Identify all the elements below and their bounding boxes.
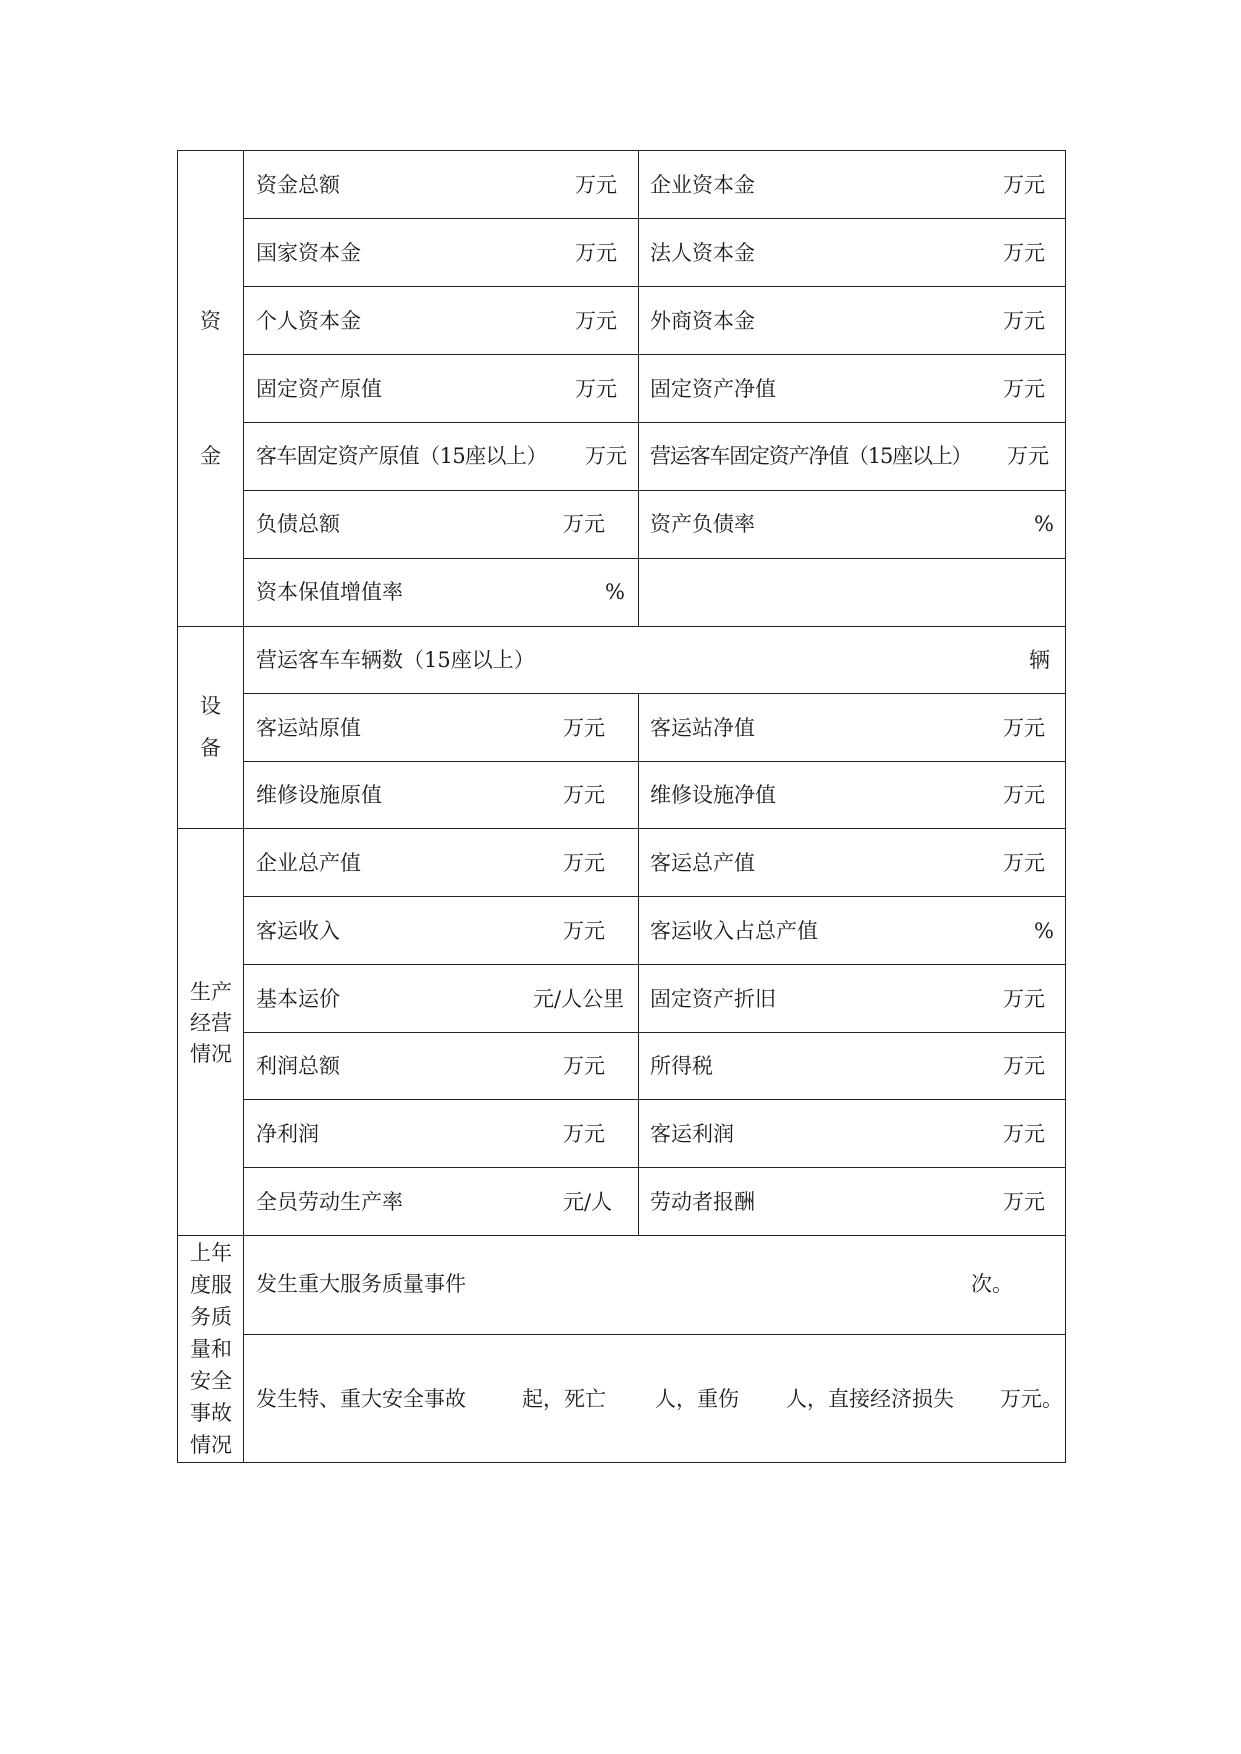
section-column-divider [243, 151, 244, 1462]
field-label: 资产负债率 [650, 512, 755, 536]
field-unit: 万元 [1003, 173, 1045, 197]
field-label: 客运收入 [256, 919, 340, 943]
field-unit: 万元 [1003, 783, 1045, 807]
field-unit: 万元 [1003, 241, 1045, 265]
row-divider [243, 218, 1065, 219]
field-label: 客运站净值 [650, 716, 755, 740]
field-label: 发生重大服务质量事件 [256, 1272, 466, 1296]
field-label: 维修设施原值 [256, 783, 382, 807]
field-unit: 万元 [1003, 309, 1045, 333]
section-label-line: 安全 [190, 1369, 232, 1393]
section-label-line: 情况 [190, 1433, 232, 1457]
field-unit: 万元 [563, 851, 605, 875]
field-unit: 万元 [585, 444, 627, 468]
row-divider [243, 1167, 1065, 1168]
field-label: 客车固定资产原值（15座以上） [256, 444, 547, 468]
row-divider [243, 693, 1065, 694]
field-label: 利润总额 [256, 1054, 340, 1078]
row-divider [243, 422, 1065, 423]
field-label: 发生特、重大安全事故 [256, 1387, 466, 1411]
row-divider [243, 1099, 1065, 1100]
field-unit: 万元 [1003, 987, 1045, 1011]
section-label-char: 资 [200, 309, 221, 333]
section-label-char: 设 [200, 694, 221, 718]
field-label: 客运收入占总产值 [650, 919, 818, 943]
section-label-line: 经营 [190, 1011, 232, 1035]
field-unit: 万元 [563, 1054, 605, 1078]
field-unit: 万元 [575, 309, 617, 333]
section-label-line: 情况 [190, 1042, 232, 1066]
field-unit: 辆 [1029, 648, 1050, 672]
section-label-line: 务质 [190, 1305, 232, 1329]
field-label: 法人资本金 [650, 241, 755, 265]
field-label: 固定资产原值 [256, 377, 382, 401]
section-label-line: 生产 [190, 980, 232, 1004]
field-unit: 万元 [575, 377, 617, 401]
field-unit: 次。 [971, 1272, 1013, 1296]
field-label: 维修设施净值 [650, 783, 776, 807]
field-unit: 万元 [1003, 716, 1045, 740]
field-unit: 人，直接经济损失 [786, 1387, 954, 1411]
row-divider [243, 354, 1065, 355]
field-unit: 万元 [575, 173, 617, 197]
section-divider [178, 626, 1065, 627]
section-label-line: 量和 [190, 1337, 232, 1361]
field-unit: 元/人 [563, 1190, 613, 1214]
field-unit: 万元 [1003, 1190, 1045, 1214]
field-unit: 万元 [1003, 1122, 1045, 1146]
field-label: 全员劳动生产率 [256, 1190, 403, 1214]
section-label-char: 金 [200, 444, 221, 468]
field-label: 基本运价 [256, 987, 340, 1011]
field-label: 资本保值增值率 [256, 580, 403, 604]
field-unit: 万元 [1003, 377, 1045, 401]
row-divider [243, 761, 1065, 762]
row-divider [243, 558, 1065, 559]
row-divider [243, 1334, 1065, 1335]
field-unit: 万元 [1003, 851, 1045, 875]
field-label: 客运利润 [650, 1122, 734, 1146]
row-divider [243, 896, 1065, 897]
field-unit: 万元 [563, 919, 605, 943]
field-unit: 元/人公里 [533, 987, 625, 1011]
row-divider [243, 286, 1065, 287]
field-label: 所得税 [650, 1054, 713, 1078]
field-unit: 万元 [1003, 1054, 1045, 1078]
field-label: 净利润 [256, 1122, 319, 1146]
field-unit: 万元 [563, 716, 605, 740]
field-unit: 人，重伤 [655, 1387, 739, 1411]
field-label: 资金总额 [256, 173, 340, 197]
field-unit: 万元 [563, 1122, 605, 1146]
section-label-capital [178, 151, 243, 626]
section-label-safety [178, 1235, 243, 1462]
section-divider [178, 1235, 1065, 1236]
section-divider [178, 828, 1065, 829]
field-label: 固定资产折旧 [650, 987, 776, 1011]
field-unit: % [1034, 512, 1054, 536]
field-label: 负债总额 [256, 512, 340, 536]
section-label-equipment [178, 626, 243, 828]
section-label-line: 度服 [190, 1273, 232, 1297]
field-label: 企业资本金 [650, 173, 755, 197]
field-unit: 万元 [563, 783, 605, 807]
field-unit: % [605, 580, 625, 604]
field-unit: 万元 [1007, 444, 1049, 468]
field-unit: 万元 [575, 241, 617, 265]
row-divider [243, 964, 1065, 965]
field-label: 客运站原值 [256, 716, 361, 740]
field-label: 劳动者报酬 [650, 1190, 755, 1214]
field-label: 企业总产值 [256, 851, 361, 875]
field-label: 国家资本金 [256, 241, 361, 265]
section-label-line: 事故 [190, 1401, 232, 1425]
section-label-char: 备 [200, 736, 221, 760]
row-divider [243, 1032, 1065, 1033]
field-label: 固定资产净值 [650, 377, 776, 401]
field-unit: 万元 [563, 512, 605, 536]
field-label: 营运客车车辆数（15座以上） [256, 648, 535, 672]
field-label: 客运总产值 [650, 851, 755, 875]
mid-divider-capital [638, 151, 639, 626]
field-unit: % [1034, 919, 1054, 943]
statistics-form-table [177, 150, 1066, 1463]
field-unit: 起，死亡 [522, 1387, 606, 1411]
section-label-operations [178, 828, 243, 1235]
field-unit: 万元。 [1000, 1387, 1063, 1411]
field-label: 外商资本金 [650, 309, 755, 333]
field-label: 营运客车固定资产净值（15座以上） [650, 444, 972, 468]
section-label-line: 上年 [190, 1241, 232, 1265]
row-divider [243, 490, 1065, 491]
field-label: 个人资本金 [256, 309, 361, 333]
